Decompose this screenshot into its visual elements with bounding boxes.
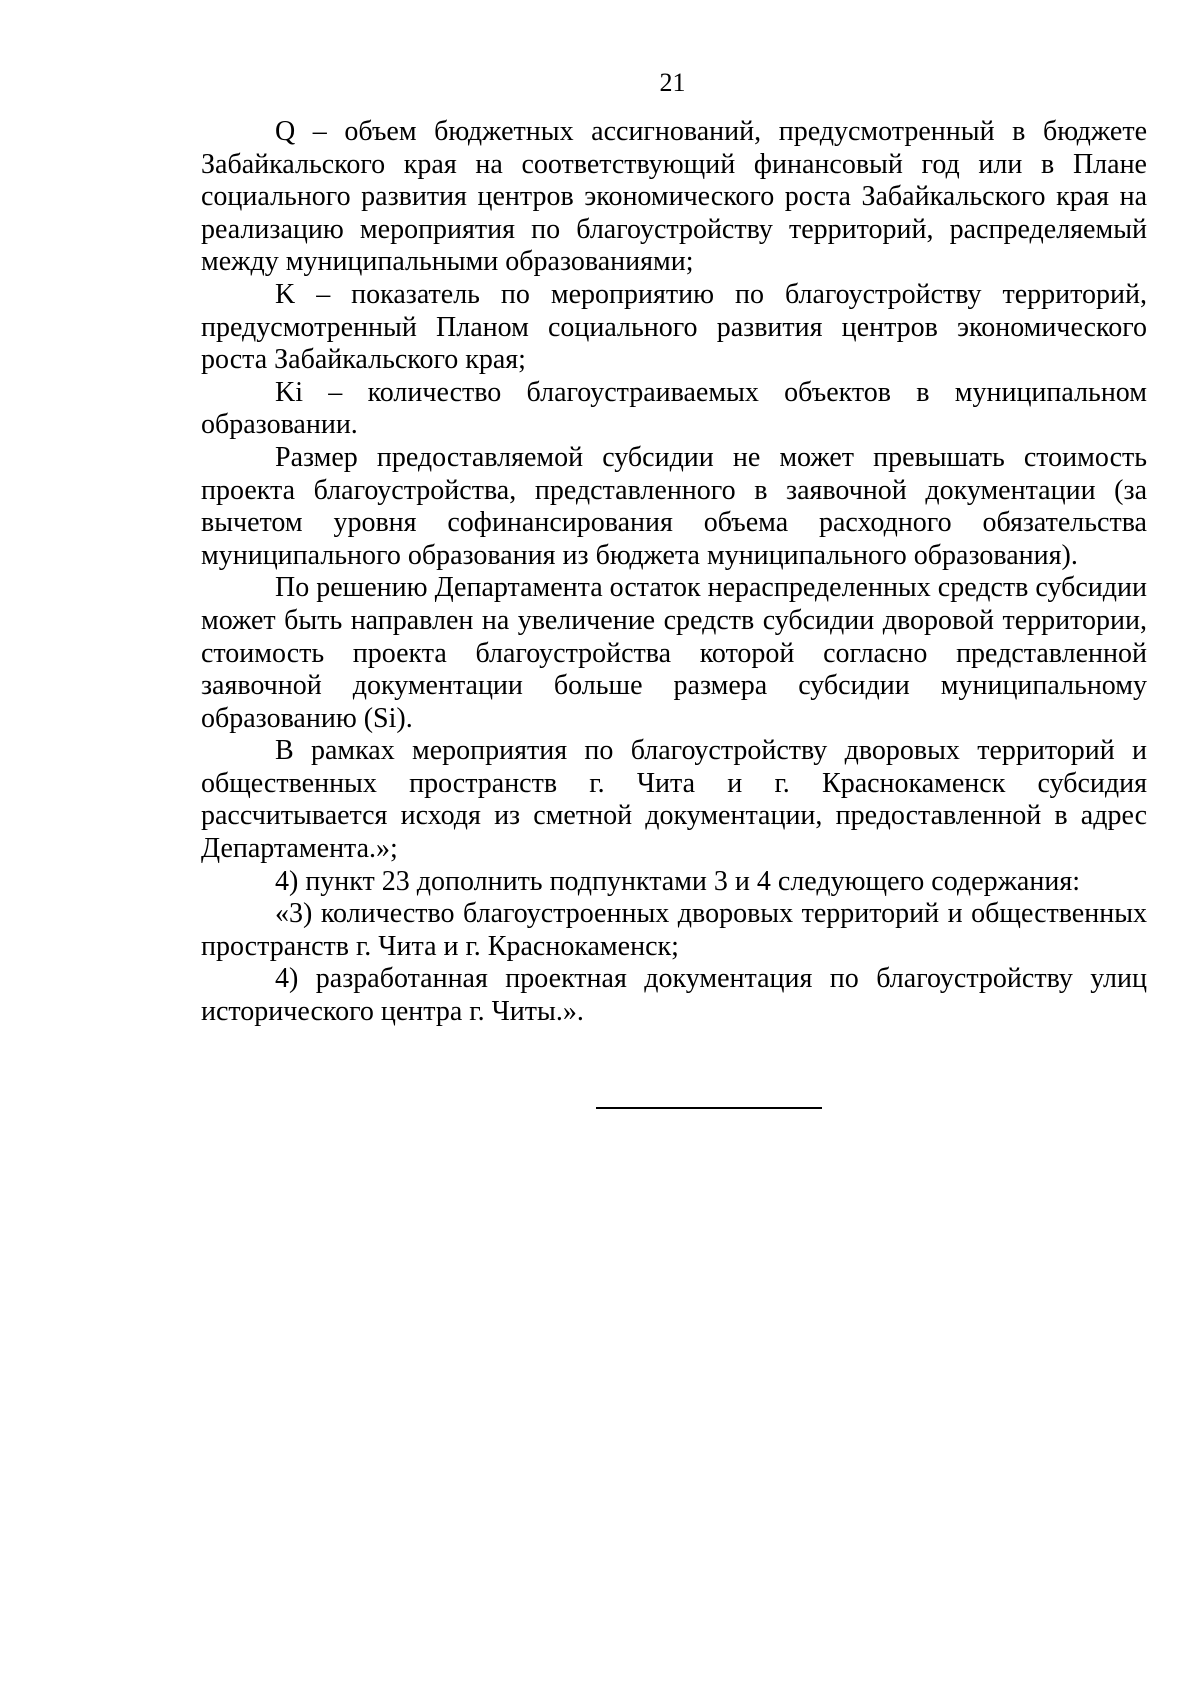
document-body: [201, 116, 1147, 1029]
paragraph-calculation: В рамках мероприятия по благоустройству дворовых территорий и общественных пространств г. Чита и г. Краснокаменск субсидия рассчитывается исходя из сметной документации, предоставленной в адрес Департамента.»;: [201, 735, 1147, 865]
paragraph-subitem-3: «3) количество благоустроенных дворовых территорий и общественных пространств г. Чита и г. Краснокаменск;: [201, 898, 1147, 962]
paragraph-amendment-item-4: 4) пункт 23 дополнить подпунктами 3 и 4 следующего содержания:: [275, 865, 1080, 897]
paragraph-subsidy-limit: Размер предоставляемой субсидии не может превышать стоимость проекта благоустройства, представленного в заявочной документации (за вычетом уровня софинансирования объема расходного обязательства муниципального образования из бюджета муниципального образования).: [201, 441, 1147, 571]
paragraph-k-definition: K – показатель по мероприятию по благоустройству территорий, предусмотренный Планом социального развития центров экономического роста Забайкальского края;: [201, 278, 1147, 376]
page-number: 21: [659, 68, 686, 97]
paragraph-ki-definition: Ki – количество благоустраиваемых объектов в муниципальном образовании.: [201, 376, 1147, 441]
paragraph-remaining-funds: По решению Департамента остаток нераспределенных средств субсидии может быть направлен на увеличение средств субсидии дворовой территории, стоимость проекта благоустройства которой согласно представленной заявочной документации больше размера субсидии муниципальному образованию (Si).: [201, 572, 1147, 734]
paragraph-subitem-4: 4) разработанная проектная документация по благоустройству улиц исторического центра г. Читы.».: [201, 963, 1147, 1028]
paragraph-q-definition: Q – объем бюджетных ассигнований, предусмотренный в бюджете Забайкальского края на соответствующий финансовый год или в Плане социального развития центров экономического роста Забайкальского края на реализацию мероприятия по благоустройству территорий, распределяемый между муниципальными образованиями;: [201, 116, 1147, 278]
end-of-document-rule: [596, 1107, 822, 1109]
